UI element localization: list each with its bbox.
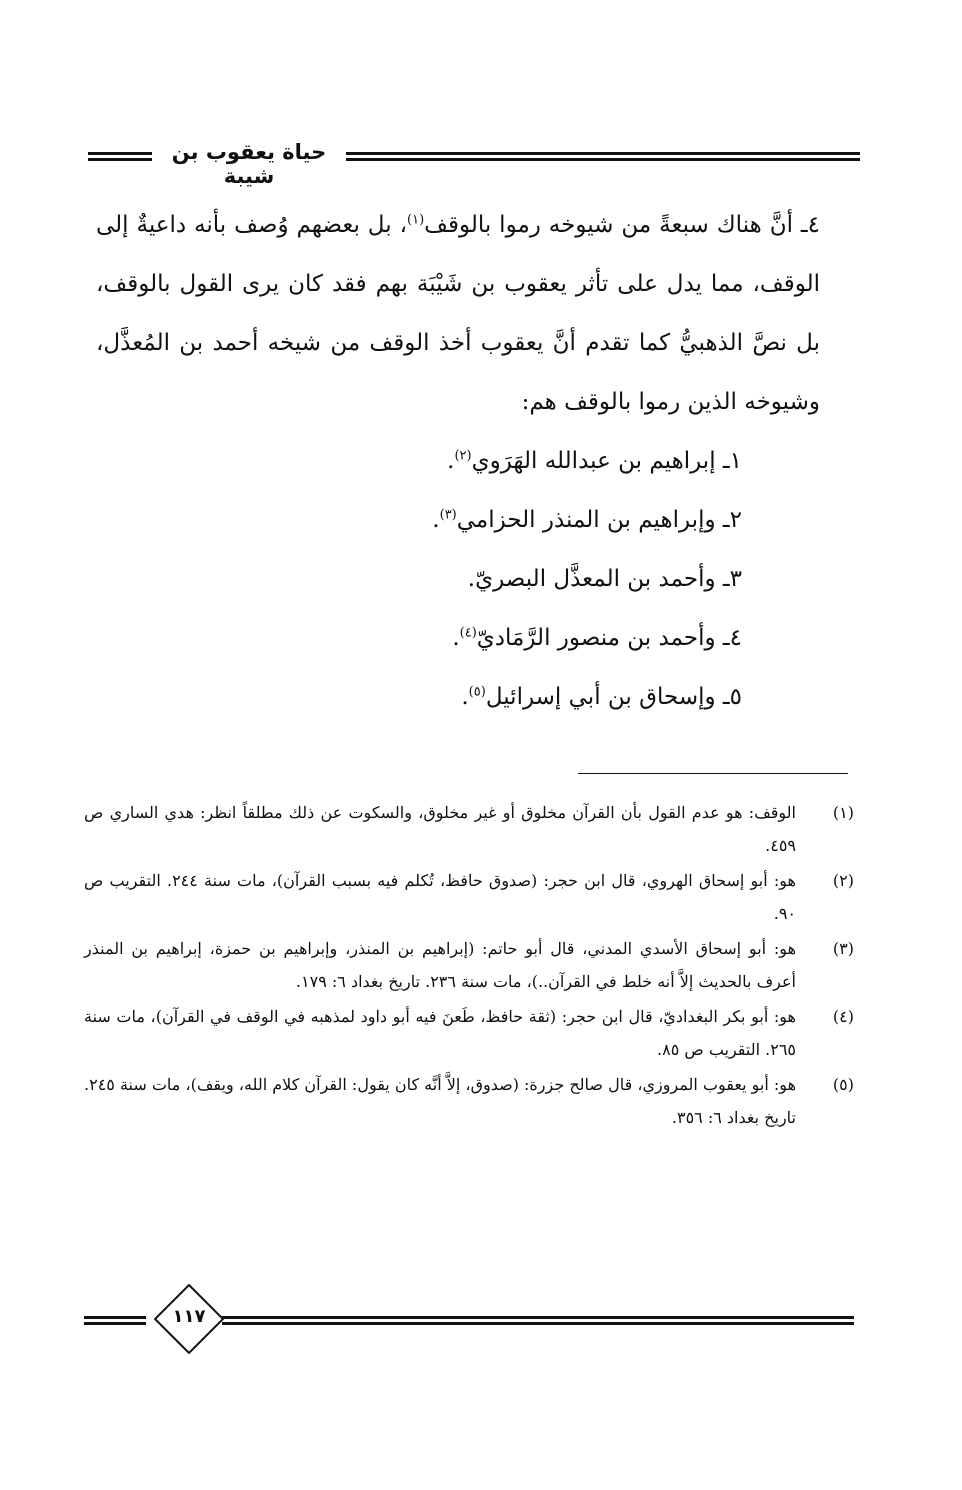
list-item-end: . [461, 684, 469, 710]
footnote-number: (٢) [832, 871, 854, 890]
list-item-text: ٢ـ وإبراهيم بن المنذر الحزامي [456, 507, 742, 533]
footnote [84, 1068, 854, 1134]
list-item [96, 550, 742, 609]
footnote-ref: (٢) [454, 448, 472, 464]
list-item [96, 491, 742, 550]
list-item-text: ٣ـ وأحمد بن المعذَّل البصريّ. [467, 566, 742, 592]
list-item-text: ١ـ إبراهيم بن عبدالله الهَرَوي [471, 448, 742, 474]
footer-rule-right [222, 1316, 854, 1319]
running-header [88, 140, 860, 188]
sheikhs-list [96, 432, 820, 727]
footnote-number: (١) [832, 803, 854, 822]
footnote [84, 864, 854, 930]
paragraph-text: ، بل بعضهم وُصف بأنه داعيةٌ إلى الوقف، مما يدل على تأثر يعقوب بن شَيْبَة بهم فقد كان يرى القول بالوقف، بل نصَّ الذهبيُّ كما تقدم أنَّ يعقوب أخذ الوقف من شيخه أحمد بن المُعذَّل، وشيوخه الذين رموا بالوقف هم: [96, 212, 820, 415]
footnote-number: (٤) [832, 1007, 854, 1026]
paragraph-text: ٤ـ أنَّ هناك سبعةً من شيوخه رموا بالوقف [424, 212, 821, 238]
header-rule-left [88, 152, 152, 155]
page-footer [84, 1278, 854, 1360]
footnote-ref: (٤) [459, 625, 477, 641]
footer-rule-left [84, 1316, 146, 1319]
footnote-ref: (٣) [439, 507, 457, 523]
main-text [96, 196, 820, 727]
footnote-ref: (٥) [468, 684, 486, 700]
footnote-number: (٥) [832, 1075, 854, 1094]
footnotes [84, 796, 854, 1136]
header-rule-right [346, 152, 860, 155]
list-item [96, 668, 742, 727]
footnote [84, 1000, 854, 1066]
footnote-text: هو: أبو يعقوب المروزي، قال صالح جزرة: (صدوق، إلاَّ أنَّه كان يقول: القرآن كلام الله، ويقف)، مات سنة ٢٤٥. تاريخ بغداد ٦: ٣٥٦. [84, 1075, 796, 1127]
paragraph-4 [96, 196, 820, 432]
list-item-end: . [452, 625, 460, 651]
list-item [96, 432, 742, 491]
footnote-text: هو: أبو بكر البغداديّ، قال ابن حجر: (ثقة حافظ، طَعنَ فيه أبو داود لمذهبه في الوقف في القرآن)، مات سنة ٢٦٥. التقريب ص ٨٥. [84, 1007, 796, 1059]
footnote-ref: (١) [407, 212, 425, 228]
footnote [84, 932, 854, 998]
footnote-text: الوقف: هو عدم القول بأن القرآن مخلوق أو غير مخلوق، والسكوت عن ذلك مطلقاً انظر: هدي الساري ص ٤٥٩. [84, 803, 796, 855]
list-item-text: ٤ـ وأحمد بن منصور الرَّمَاديّ [476, 625, 742, 651]
footnote-separator [578, 773, 848, 774]
footnote-text: هو: أبو إسحاق الأسدي المدني، قال أبو حاتم: (إبراهيم بن المنذر، وإبراهيم بن حمزة، إبراهيم بن المنذر أعرف بالحديث إلاَّ أنه خلط في القرآن..)، مات سنة ٢٣٦. تاريخ بغداد ٦: ١٧٩. [84, 939, 796, 991]
footnote-number: (٣) [832, 939, 854, 958]
footnote-text: هو: أبو إسحاق الهروي، قال ابن حجر: (صدوق حافظ، تُكلم فيه بسبب القرآن)، مات سنة ٢٤٤. التقريب ص ٩٠. [84, 871, 796, 923]
list-item-text: ٥ـ وإسحاق بن أبي إسرائيل [485, 684, 742, 710]
list-item-end: . [447, 448, 455, 474]
page-number: ١١٧ [172, 1306, 206, 1327]
list-item [96, 609, 742, 668]
footnote [84, 796, 854, 862]
list-item-end: . [432, 507, 440, 533]
running-title: حياة يعقوب بن شيبة [171, 140, 327, 188]
